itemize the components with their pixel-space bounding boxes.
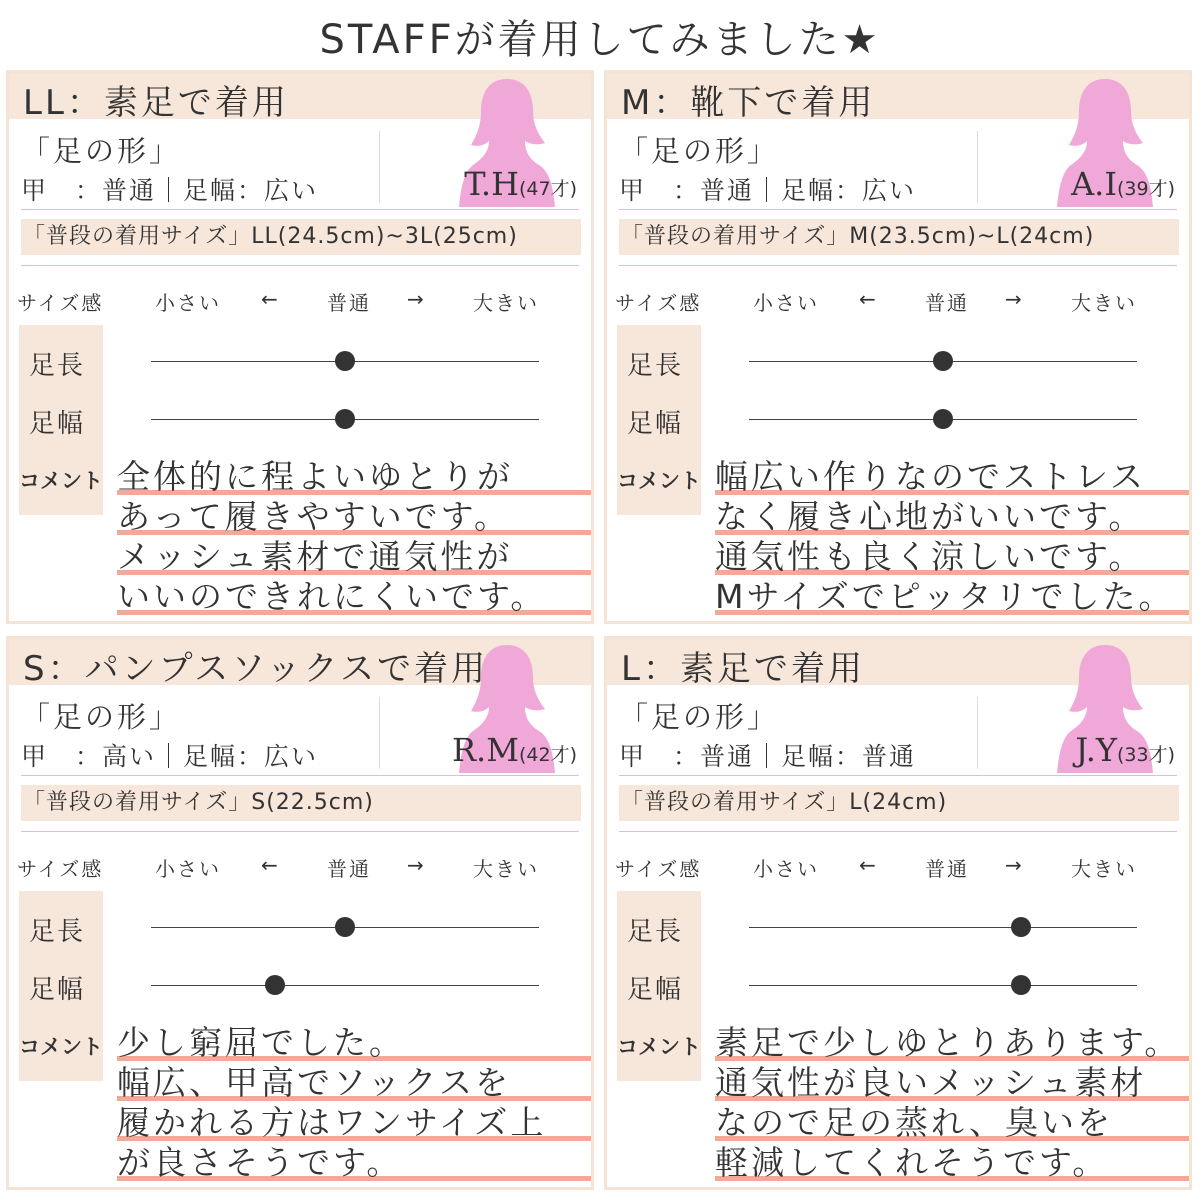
size-scale-header: [9, 287, 594, 317]
size-scale-header: [607, 853, 1192, 883]
staff-review-card: [6, 636, 594, 1190]
comment-line: 幅広、甲高でソックスを: [117, 1063, 593, 1103]
scale-small: 小さい: [155, 857, 221, 881]
comment-line: なく履き心地がいいです。: [715, 497, 1191, 537]
size-scale-header: [607, 287, 1192, 317]
width-rating-dot: [1011, 975, 1031, 995]
foot-width-label: 足幅: [627, 975, 684, 1005]
staff-name: J.Y: [1075, 731, 1117, 769]
staff-name: T.H: [464, 165, 519, 203]
card-header-text: L：素足で着用: [621, 649, 865, 689]
page-title: STAFFが着用してみました★: [319, 17, 881, 63]
width-rating-dot: [265, 975, 285, 995]
comment-line: 履かれる方はワンサイズ上: [117, 1103, 593, 1143]
staff-age: (33才): [1116, 744, 1175, 766]
foot-shape-label: 「足の形」: [21, 700, 182, 734]
divider: [21, 775, 579, 776]
staff-age: (42才): [518, 744, 577, 766]
foot-shape-label: 「足の形」: [619, 134, 780, 168]
foot-width-label: 足幅: [627, 409, 684, 439]
staff-age: (39才): [1116, 178, 1175, 200]
divider: [977, 131, 978, 203]
width-rating-dot: [335, 409, 355, 429]
divider: [619, 209, 1177, 210]
comment-line: 通気性も良く涼しいです。: [715, 537, 1191, 577]
scale-small: 小さい: [753, 857, 819, 881]
foot-shape-description: 甲 ：普通｜足幅：広い: [619, 176, 917, 205]
card-header-text: S：パンプスソックスで着用: [23, 649, 489, 689]
scale-arrow-right: →: [407, 287, 426, 311]
scale-normal: 普通: [925, 291, 969, 315]
length-scale-track: [749, 927, 1137, 928]
staff-review-card: [604, 636, 1192, 1190]
comment-label: コメント: [617, 1035, 701, 1059]
scale-small: 小さい: [155, 291, 221, 315]
card-header-text: LL：素足で着用: [23, 83, 289, 123]
usual-size-text: 「普段の着用サイズ」L(24cm): [621, 790, 948, 815]
scale-normal: 普通: [327, 857, 371, 881]
staff-age: (47才): [518, 178, 577, 200]
comment-line: 少し窮屈でした。: [117, 1023, 593, 1063]
divider: [619, 775, 1177, 776]
scale-arrow-right: →: [1005, 853, 1024, 877]
scale-arrow-right: →: [407, 853, 426, 877]
staff-review-card: [6, 70, 594, 624]
comment-line: なので足の蒸れ、臭いを: [715, 1103, 1191, 1143]
foot-shape-label: 「足の形」: [21, 134, 182, 168]
foot-length-label: 足長: [29, 917, 86, 947]
staff-name: R.M: [451, 731, 519, 769]
divider: [379, 131, 380, 203]
divider: [21, 209, 579, 210]
foot-width-label: 足幅: [29, 409, 86, 439]
staff-comment: [715, 1023, 1191, 1183]
scale-arrow-left: ←: [261, 853, 280, 877]
divider: [977, 697, 978, 769]
usual-size-text: 「普段の着用サイズ」S(22.5cm): [23, 790, 374, 815]
scale-label: サイズ感: [615, 857, 702, 881]
size-scale-header: [9, 853, 594, 883]
width-scale-track: [151, 985, 539, 986]
foot-shape-description: 甲 ：高い｜足幅：広い: [21, 742, 319, 771]
comment-line: 素足で少しゆとりあります。: [715, 1023, 1191, 1063]
width-scale-track: [749, 985, 1137, 986]
divider: [21, 265, 579, 266]
scale-small: 小さい: [753, 291, 819, 315]
width-rating-dot: [933, 409, 953, 429]
usual-size-text: 「普段の着用サイズ」LL(24.5cm)~3L(25cm): [23, 224, 518, 249]
staff-comment: [117, 457, 593, 617]
length-rating-dot: [335, 351, 355, 371]
comment-label: コメント: [19, 469, 103, 493]
divider: [21, 831, 579, 832]
comment-line: 全体的に程よいゆとりが: [117, 457, 593, 497]
scale-label: サイズ感: [17, 857, 104, 881]
scale-large: 大きい: [473, 857, 539, 881]
scale-arrow-left: ←: [859, 853, 878, 877]
staff-initials: [452, 731, 577, 769]
usual-size: [21, 219, 581, 255]
scale-large: 大きい: [1071, 857, 1137, 881]
staff-comment: [117, 1023, 593, 1183]
staff-initials: [1071, 165, 1175, 203]
foot-shape-description: 甲 ：普通｜足幅：普通: [619, 742, 917, 771]
scale-large: 大きい: [473, 291, 539, 315]
staff-name: A.I: [1071, 165, 1117, 203]
usual-size: [619, 219, 1179, 255]
comment-line: 通気性が良いメッシュ素材: [715, 1063, 1191, 1103]
comment-label: コメント: [19, 1035, 103, 1059]
length-rating-dot: [1011, 917, 1031, 937]
foot-length-label: 足長: [29, 351, 86, 381]
usual-size: [619, 785, 1179, 821]
card-header-text: M：靴下で着用: [621, 83, 876, 123]
comment-line: いいのできれにくいです。: [117, 577, 593, 617]
comment-line: あって履きやすいです。: [117, 497, 593, 537]
foot-shape-description: 甲 ：普通｜足幅：広い: [21, 176, 319, 205]
staff-comment: [715, 457, 1191, 617]
scale-normal: 普通: [925, 857, 969, 881]
usual-size: [21, 785, 581, 821]
foot-length-label: 足長: [627, 351, 684, 381]
foot-length-label: 足長: [627, 917, 684, 947]
foot-shape-label: 「足の形」: [619, 700, 780, 734]
comment-line: 軽減してくれそうです。: [715, 1143, 1191, 1183]
length-rating-dot: [335, 917, 355, 937]
scale-arrow-right: →: [1005, 287, 1024, 311]
comment-line: が良さそうです。: [117, 1143, 593, 1183]
foot-width-label: 足幅: [29, 975, 86, 1005]
comment-line: メッシュ素材で通気性が: [117, 537, 593, 577]
comment-line: Mサイズでピッタリでした。: [715, 577, 1191, 617]
length-rating-dot: [933, 351, 953, 371]
scale-normal: 普通: [327, 291, 371, 315]
divider: [619, 265, 1177, 266]
scale-label: サイズ感: [17, 291, 104, 315]
comment-label: コメント: [617, 469, 701, 493]
scale-arrow-left: ←: [261, 287, 280, 311]
scale-arrow-left: ←: [859, 287, 878, 311]
scale-large: 大きい: [1071, 291, 1137, 315]
usual-size-text: 「普段の着用サイズ」M(23.5cm)~L(24cm): [621, 224, 1095, 249]
staff-initials: [1075, 731, 1175, 769]
scale-label: サイズ感: [615, 291, 702, 315]
comment-line: 幅広い作りなのでストレス: [715, 457, 1191, 497]
divider: [619, 831, 1177, 832]
staff-review-card: [604, 70, 1192, 624]
divider: [379, 697, 380, 769]
staff-initials: [464, 165, 577, 203]
